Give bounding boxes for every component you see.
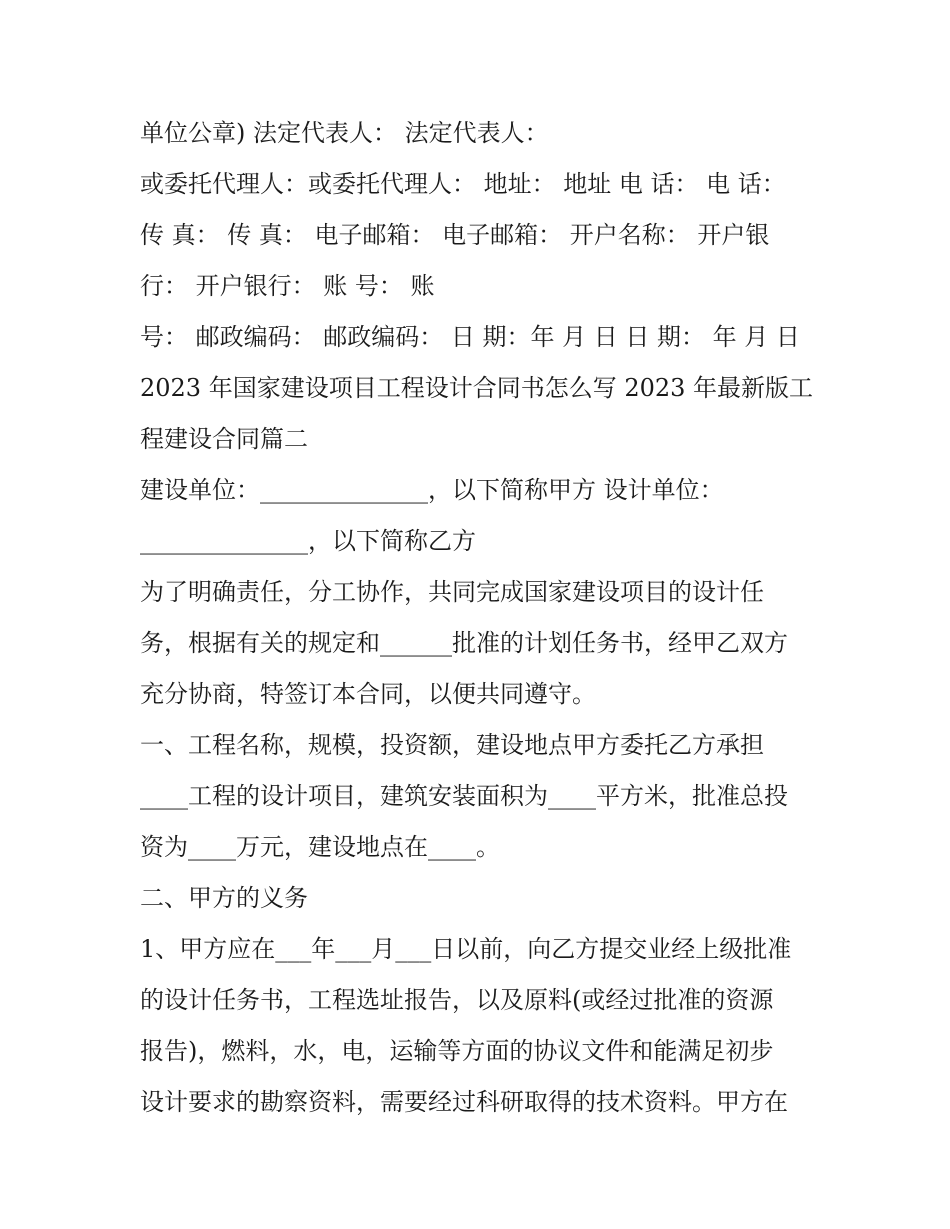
text-line-13: 一、工程名称，规模，投资额，建设地点甲方委托乙方承担 (140, 731, 764, 759)
text-line-18: 的设计任务书，工程选址报告，以及原料(或经过批准的资源 (140, 986, 774, 1014)
section-heading: 二、甲方的义务 (140, 884, 308, 912)
text-line-15: 资为____万元，建设地点在____。 (140, 833, 500, 861)
text-line-12: 充分协商，特签订本合同，以便共同遵守。 (140, 680, 596, 708)
text-line-8: 建设单位：______________，以下简称甲方 设计单位： (140, 476, 724, 504)
text-line-1: 单位公章) 法定代表人： 法定代表人： (140, 119, 549, 147)
text-line-2: 或委托代理人：或委托代理人： 地址： 地址 电 话： 电 话： (140, 170, 786, 198)
text-line-3: 传 真： 传 真： 电子邮箱： 电子邮箱： 开户名称： 开户银 (140, 221, 770, 249)
text-line-10: 为了明确责任，分工协作，共同完成国家建设项目的设计任 (140, 578, 764, 606)
text-line-9: ______________，以下简称乙方 (140, 527, 476, 555)
text-line-19: 报告)，燃料，水，电，运输等方面的协议文件和能满足初步 (140, 1037, 774, 1065)
text-line-5: 号： 邮政编码： 邮政编码： 日 期：年 月 日 日 期： 年 月 日 (140, 323, 800, 351)
text-line-17: 1、甲方应在___年___月___日以前，向乙方提交业经上级批准 (140, 935, 792, 963)
text-line-20: 设计要求的勘察资料，需要经过科研取得的技术资料。甲方在 (140, 1088, 788, 1116)
document-body (140, 108, 820, 1128)
section-title-line-1: 2023 年国家建设项目工程设计合同书怎么写 2023 年最新版工 (140, 374, 814, 402)
text-line-11: 务，根据有关的规定和______批准的计划任务书，经甲乙双方 (140, 629, 788, 657)
text-line-4: 行： 开户银行： 账 号： 账 (140, 272, 435, 300)
text-line-14: ____工程的设计项目，建筑安装面积为____平方米，批准总投 (140, 782, 788, 810)
section-title-line-2: 程建设合同篇二 (140, 425, 308, 453)
